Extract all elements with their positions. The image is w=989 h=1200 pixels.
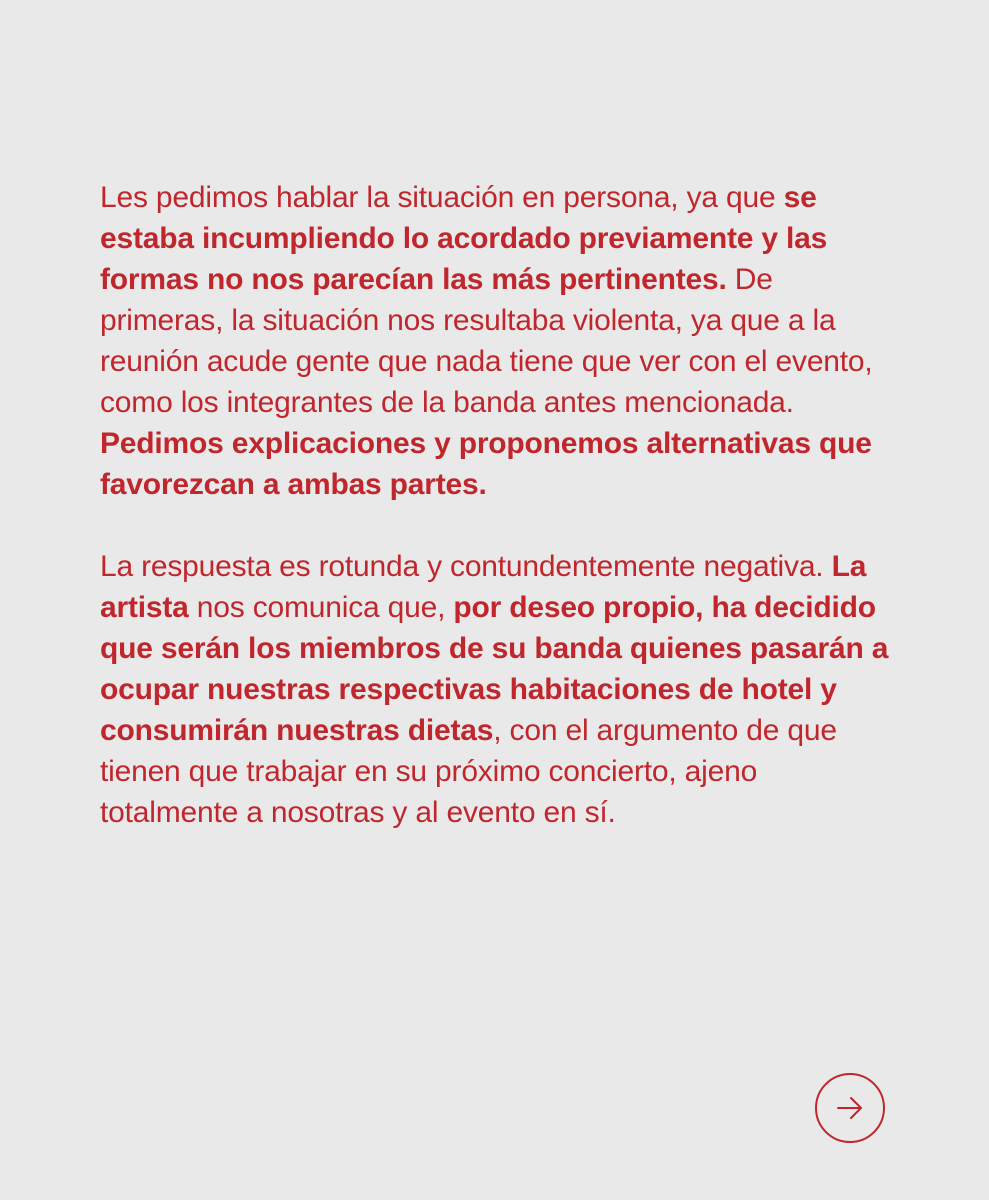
paragraph-1	[100, 177, 890, 505]
paragraph-2-bold-1: La artista	[100, 550, 867, 624]
paragraph-2-text-2: nos comunica que,	[188, 591, 454, 624]
paragraph-1-bold-1: se estaba incumpliendo lo acordado previamente y las formas no nos parecían las más pertinentes.	[100, 181, 828, 296]
paragraph-2-text-3: , con el argumento de que tienen que trabajar en su próximo concierto, ajeno totalmente a nosotras y al evento en sí.	[100, 714, 837, 829]
paragraph-1-text-1: Les pedimos hablar la situación en persona, ya que	[100, 181, 784, 214]
text-content	[100, 177, 890, 833]
next-button[interactable]	[815, 1073, 885, 1143]
paragraph-2-text-1: La respuesta es rotunda y contundentemente negativa.	[100, 550, 832, 583]
paragraph-1-bold-2: Pedimos explicaciones y proponemos alternativas que favorezcan a ambas partes.	[100, 427, 872, 501]
paragraph-2-bold-2: por deseo propio, ha decidido que serán los miembros de su banda quienes pasarán a ocupar nuestras respectivas habitaciones de hotel y consumirán nuestras dietas	[100, 591, 889, 747]
arrow-right-icon	[834, 1092, 866, 1124]
paragraph-1-text-2: De primeras, la situación nos resultaba violenta, ya que a la reunión acude gente que nada tiene que ver con el evento, como los integrantes de la banda antes mencionada.	[100, 263, 873, 419]
paragraph-2	[100, 546, 890, 833]
